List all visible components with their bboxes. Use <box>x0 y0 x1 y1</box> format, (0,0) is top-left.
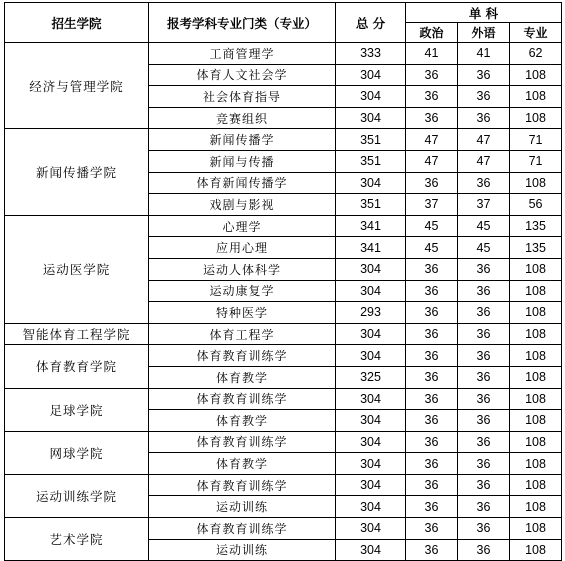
professional-cell: 108 <box>510 323 562 345</box>
total-cell: 341 <box>336 237 406 259</box>
politics-cell: 36 <box>406 64 458 86</box>
politics-cell: 37 <box>406 194 458 216</box>
professional-cell: 108 <box>510 539 562 561</box>
total-cell: 304 <box>336 86 406 108</box>
table-header <box>5 3 562 43</box>
total-cell: 304 <box>336 323 406 345</box>
politics-cell: 36 <box>406 518 458 540</box>
foreign-cell: 36 <box>458 410 510 432</box>
total-cell: 304 <box>336 172 406 194</box>
politics-cell: 36 <box>406 366 458 388</box>
foreign-cell: 37 <box>458 194 510 216</box>
major-cell: 戏剧与影视 <box>149 194 336 216</box>
table-row <box>5 43 562 65</box>
professional-cell: 71 <box>510 129 562 151</box>
major-cell: 体育教学 <box>149 453 336 475</box>
total-cell: 304 <box>336 453 406 475</box>
table-row <box>5 323 562 345</box>
college-cell: 艺术学院 <box>5 518 149 561</box>
politics-cell: 36 <box>406 86 458 108</box>
college-cell: 智能体育工程学院 <box>5 323 149 345</box>
foreign-cell: 41 <box>458 43 510 65</box>
professional-cell: 108 <box>510 345 562 367</box>
politics-cell: 36 <box>406 539 458 561</box>
major-cell: 体育教育训练学 <box>149 388 336 410</box>
major-cell: 新闻与传播 <box>149 150 336 172</box>
politics-cell: 36 <box>406 431 458 453</box>
politics-cell: 36 <box>406 280 458 302</box>
foreign-cell: 36 <box>458 107 510 129</box>
major-cell: 心理学 <box>149 215 336 237</box>
professional-cell: 108 <box>510 474 562 496</box>
politics-cell: 45 <box>406 237 458 259</box>
politics-cell: 47 <box>406 129 458 151</box>
politics-cell: 36 <box>406 302 458 324</box>
table-body <box>5 43 562 561</box>
major-cell: 体育新闻传播学 <box>149 172 336 194</box>
table-row <box>5 388 562 410</box>
professional-cell: 108 <box>510 518 562 540</box>
total-cell: 293 <box>336 302 406 324</box>
total-cell: 325 <box>336 366 406 388</box>
professional-cell: 108 <box>510 258 562 280</box>
major-cell: 运动人体科学 <box>149 258 336 280</box>
major-cell: 运动康复学 <box>149 280 336 302</box>
professional-cell: 108 <box>510 302 562 324</box>
total-cell: 304 <box>336 539 406 561</box>
professional-cell: 108 <box>510 280 562 302</box>
politics-cell: 36 <box>406 453 458 475</box>
total-cell: 304 <box>336 64 406 86</box>
header-college: 招生学院 <box>5 3 149 43</box>
total-cell: 304 <box>336 345 406 367</box>
major-cell: 特种医学 <box>149 302 336 324</box>
politics-cell: 41 <box>406 43 458 65</box>
politics-cell: 36 <box>406 258 458 280</box>
header-row <box>5 3 562 23</box>
foreign-cell: 36 <box>458 172 510 194</box>
professional-cell: 108 <box>510 366 562 388</box>
professional-cell: 56 <box>510 194 562 216</box>
foreign-cell: 36 <box>458 302 510 324</box>
table-row <box>5 129 562 151</box>
total-cell: 304 <box>336 280 406 302</box>
major-cell: 运动训练 <box>149 539 336 561</box>
foreign-cell: 36 <box>458 366 510 388</box>
professional-cell: 135 <box>510 215 562 237</box>
total-cell: 304 <box>336 410 406 432</box>
major-cell: 新闻传播学 <box>149 129 336 151</box>
major-cell: 工商管理学 <box>149 43 336 65</box>
professional-cell: 108 <box>510 496 562 518</box>
politics-cell: 47 <box>406 150 458 172</box>
table-row <box>5 518 562 540</box>
header-major: 报考学科专业门类（专业） <box>149 3 336 43</box>
professional-cell: 108 <box>510 410 562 432</box>
college-cell: 运动训练学院 <box>5 474 149 517</box>
major-cell: 体育教学 <box>149 410 336 432</box>
politics-cell: 36 <box>406 474 458 496</box>
header-politics: 政治 <box>406 23 458 43</box>
major-cell: 体育工程学 <box>149 323 336 345</box>
major-cell: 运动训练 <box>149 496 336 518</box>
foreign-cell: 45 <box>458 237 510 259</box>
college-cell: 经济与管理学院 <box>5 43 149 129</box>
total-cell: 333 <box>336 43 406 65</box>
foreign-cell: 36 <box>458 86 510 108</box>
foreign-cell: 36 <box>458 431 510 453</box>
total-cell: 304 <box>336 258 406 280</box>
total-cell: 304 <box>336 388 406 410</box>
table-row <box>5 431 562 453</box>
politics-cell: 36 <box>406 345 458 367</box>
politics-cell: 36 <box>406 107 458 129</box>
header-single: 单 科 <box>406 3 562 23</box>
total-cell: 351 <box>336 194 406 216</box>
major-cell: 竞赛组织 <box>149 107 336 129</box>
professional-cell: 62 <box>510 43 562 65</box>
foreign-cell: 36 <box>458 518 510 540</box>
foreign-cell: 36 <box>458 323 510 345</box>
major-cell: 体育教育训练学 <box>149 474 336 496</box>
professional-cell: 135 <box>510 237 562 259</box>
total-cell: 351 <box>336 150 406 172</box>
college-cell: 体育教育学院 <box>5 345 149 388</box>
professional-cell: 108 <box>510 64 562 86</box>
college-cell: 网球学院 <box>5 431 149 474</box>
foreign-cell: 36 <box>458 64 510 86</box>
professional-cell: 108 <box>510 388 562 410</box>
politics-cell: 36 <box>406 410 458 432</box>
foreign-cell: 36 <box>458 345 510 367</box>
professional-cell: 108 <box>510 172 562 194</box>
foreign-cell: 36 <box>458 258 510 280</box>
major-cell: 社会体育指导 <box>149 86 336 108</box>
professional-cell: 108 <box>510 431 562 453</box>
professional-cell: 108 <box>510 86 562 108</box>
score-table <box>4 2 562 561</box>
major-cell: 体育人文社会学 <box>149 64 336 86</box>
major-cell: 体育教育训练学 <box>149 345 336 367</box>
foreign-cell: 45 <box>458 215 510 237</box>
foreign-cell: 47 <box>458 150 510 172</box>
major-cell: 体育教育训练学 <box>149 518 336 540</box>
foreign-cell: 36 <box>458 539 510 561</box>
foreign-cell: 47 <box>458 129 510 151</box>
total-cell: 341 <box>336 215 406 237</box>
politics-cell: 36 <box>406 388 458 410</box>
foreign-cell: 36 <box>458 388 510 410</box>
major-cell: 体育教学 <box>149 366 336 388</box>
total-cell: 304 <box>336 518 406 540</box>
header-professional: 专业 <box>510 23 562 43</box>
total-cell: 304 <box>336 107 406 129</box>
total-cell: 351 <box>336 129 406 151</box>
major-cell: 应用心理 <box>149 237 336 259</box>
total-cell: 304 <box>336 431 406 453</box>
table-row <box>5 215 562 237</box>
foreign-cell: 36 <box>458 496 510 518</box>
politics-cell: 36 <box>406 496 458 518</box>
politics-cell: 36 <box>406 172 458 194</box>
professional-cell: 108 <box>510 107 562 129</box>
header-foreign: 外语 <box>458 23 510 43</box>
politics-cell: 36 <box>406 323 458 345</box>
major-cell: 体育教育训练学 <box>149 431 336 453</box>
professional-cell: 108 <box>510 453 562 475</box>
college-cell: 运动医学院 <box>5 215 149 323</box>
table-row <box>5 345 562 367</box>
header-total: 总 分 <box>336 3 406 43</box>
college-cell: 新闻传播学院 <box>5 129 149 215</box>
foreign-cell: 36 <box>458 453 510 475</box>
professional-cell: 71 <box>510 150 562 172</box>
college-cell: 足球学院 <box>5 388 149 431</box>
table-row <box>5 474 562 496</box>
foreign-cell: 36 <box>458 280 510 302</box>
foreign-cell: 36 <box>458 474 510 496</box>
total-cell: 304 <box>336 474 406 496</box>
politics-cell: 45 <box>406 215 458 237</box>
total-cell: 304 <box>336 496 406 518</box>
